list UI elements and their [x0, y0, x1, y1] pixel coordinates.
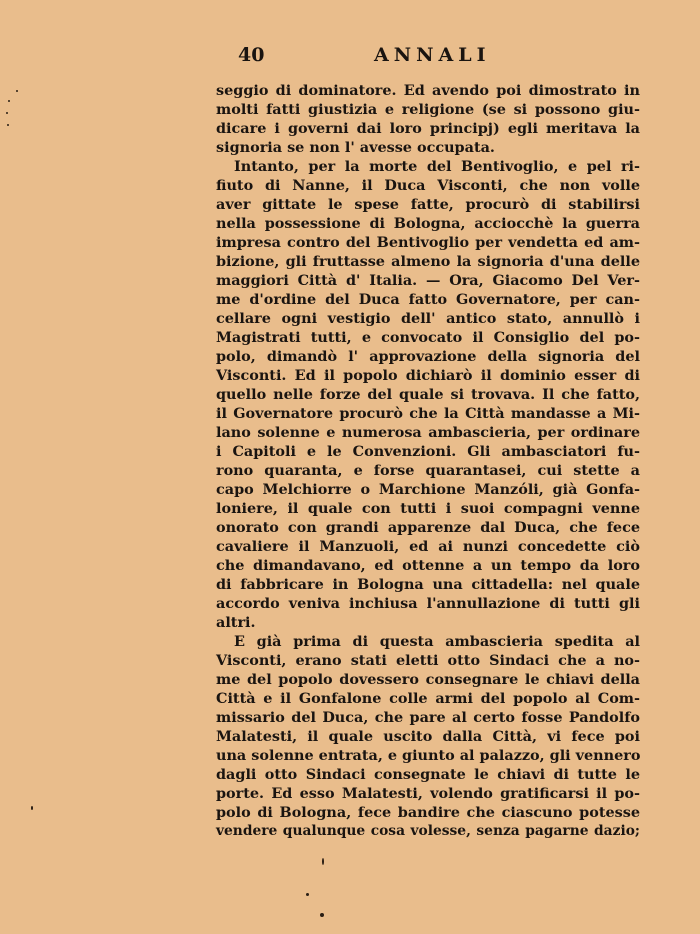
text-line: Città e il Gonfalone colle armi del popolo al Com-: [216, 690, 640, 707]
text-line: fiuto di Nanne, il Duca Visconti, che non volle: [216, 177, 640, 194]
margin-speck: [31, 806, 33, 810]
margin-speck: [8, 100, 10, 102]
page-header: [216, 44, 640, 66]
margin-speck: [16, 90, 18, 92]
text-line: molti fatti giustizia e religione (se si possono giu-: [216, 101, 640, 118]
text-line: me d'ordine del Duca fatto Governatore, per can-: [216, 291, 640, 308]
text-line: maggiori Città d' Italia. — Ora, Giacomo Del Ver-: [216, 272, 640, 289]
text-line: impresa contro del Bentivoglio per vendetta ed am-: [216, 234, 640, 251]
text-line: polo, dimandò l' approvazione della signoria del: [216, 348, 640, 365]
text-line: seggio di dominatore. Ed avendo poi dimostrato in: [216, 82, 640, 99]
text-line: polo di Bologna, fece bandire che ciascuno potesse: [216, 804, 640, 821]
text-line: che dimandavano, ed ottenne a un tempo da loro: [216, 557, 640, 574]
body-text: [216, 81, 640, 841]
text-line: Visconti. Ed il popolo dichiarò il dominio esser di: [216, 367, 640, 384]
text-line: lano solenne e numerosa ambascieria, per ordinare: [216, 424, 640, 441]
text-line: dagli otto Sindaci consegnate le chiavi di tutte le: [216, 766, 640, 783]
text-line: Visconti, erano stati eletti otto Sindaci che a no-: [216, 652, 640, 669]
text-line: il Governatore procurò che la Città mandasse a Mi-: [216, 405, 640, 422]
page-speck: [322, 858, 324, 865]
text-line: una solenne entrata, e giunto al palazzo, gli vennero: [216, 747, 641, 764]
text-line: me del popolo dovessero consegnare le chiavi della: [216, 671, 640, 688]
text-line: dicare i governi dai loro principj) egli meritava la: [216, 120, 640, 137]
page-speck: [306, 893, 309, 896]
margin-speck: [7, 124, 9, 126]
text-line: altri.: [216, 614, 256, 631]
text-line: capo Melchiorre o Marchione Manzóli, già Gonfa-: [216, 481, 640, 498]
text-line: cavaliere il Manzuoli, ed ai nunzi concedette ciò: [216, 538, 640, 555]
text-line: loniere, il quale con tutti i suoi compagni venne: [216, 500, 640, 517]
text-line: di fabbricare in Bologna una cittadella: nel quale: [216, 576, 640, 593]
margin-speck: [6, 112, 8, 114]
text-line: bizione, gli fruttasse almeno la signoria d'una delle: [216, 253, 640, 270]
text-line: missario del Duca, che pare al certo fosse Pandolfo: [216, 709, 640, 726]
running-title: ANNALI: [374, 44, 491, 66]
text-line: accordo veniva inchiusa l'annullazione di tutti gli: [216, 595, 640, 612]
page-number: 40: [238, 44, 265, 66]
text-line: aver gittate le spese fatte, procurò di stabilirsi: [216, 196, 640, 213]
text-line: quello nelle forze del quale si trovava. Il che fatto,: [216, 386, 640, 403]
page-speck: [320, 913, 324, 917]
text-line: E già prima di questa ambascieria spedita al: [234, 633, 640, 650]
text-line: nella possessione di Bologna, acciocchè la guerra: [216, 215, 640, 232]
text-line: i Capitoli e le Convenzioni. Gli ambasciatori fu-: [216, 443, 640, 460]
text-line: porte. Ed esso Malatesti, volendo gratificarsi il po-: [216, 785, 640, 802]
text-line: onorato con grandi apparenze dal Duca, che fece: [216, 519, 640, 536]
text-line: Intanto, per la morte del Bentivoglio, e pel ri-: [234, 158, 640, 175]
text-line: rono quaranta, e forse quarantasei, cui stette a: [216, 462, 640, 479]
text-line: Magistrati tutti, e convocato il Consiglio del po-: [216, 329, 640, 346]
text-line: Malatesti, il quale uscito dalla Città, vi fece poi: [216, 728, 640, 745]
text-line: vendere qualunque cosa volesse, senza pagarne dazio;: [216, 823, 640, 839]
text-line: signoria se non l' avesse occupata.: [216, 139, 495, 156]
text-line: cellare ogni vestigio dell' antico stato, annullò i: [216, 310, 640, 327]
